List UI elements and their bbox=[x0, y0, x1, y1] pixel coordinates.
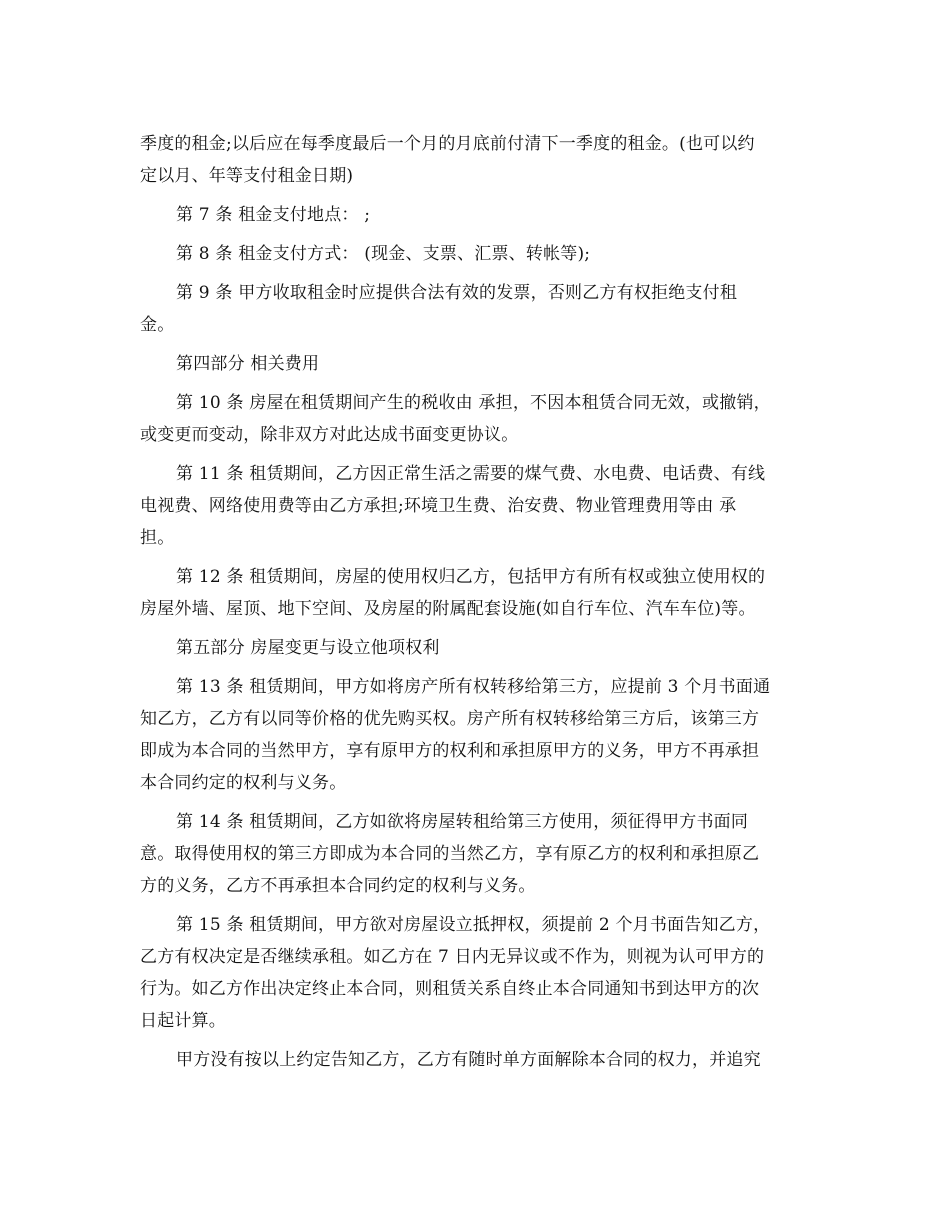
text-line: 第 15 条 租赁期间，甲方欲对房屋设立抵押权，须提前 2 个月书面告知乙方， bbox=[176, 915, 771, 935]
text-line: 季度的租金;以后应在每季度最后一个月的月底前付清下一季度的租金。(也可以约 bbox=[140, 134, 755, 154]
text-line: 意。取得使用权的第三方即成为本合同的当然乙方，享有原乙方的权利和承担原乙 bbox=[140, 844, 760, 864]
text-line: 第 11 条 租赁期间，乙方因正常生活之需要的煤气费、水电费、电话费、有线 bbox=[176, 464, 766, 484]
paragraph bbox=[140, 561, 812, 625]
text-line: 定以月、年等支付租金日期) bbox=[140, 166, 354, 186]
text-line: 第 9 条 甲方收取租金时应提供合法有效的发票，否则乙方有权拒绝支付租 bbox=[176, 283, 738, 303]
text-line: 方的义务，乙方不再承担本合同约定的权利与义务。 bbox=[140, 876, 536, 896]
text-line: 第 8 条 租金支付方式： (现金、支票、汇票、转帐等); bbox=[176, 244, 591, 264]
section-heading bbox=[140, 632, 812, 664]
text-line: 知乙方，乙方有以同等价格的优先购买权。房产所有权转移给第三方后，该第三方 bbox=[140, 709, 760, 729]
paragraph bbox=[140, 199, 812, 231]
text-line: 第 12 条 租赁期间，房屋的使用权归乙方，包括甲方有所有权或独立使用权的 bbox=[176, 567, 766, 587]
text-line: 第 14 条 租赁期间，乙方如欲将房屋转租给第三方使用，须征得甲方书面同 bbox=[176, 812, 749, 832]
text-line: 日起计算。 bbox=[140, 1011, 226, 1031]
section-heading bbox=[140, 348, 812, 380]
text-line: 即成为本合同的当然甲方，享有原甲方的权利和承担原甲方的义务，甲方不再承担 bbox=[140, 741, 760, 761]
text-line: 第 10 条 房屋在租赁期间产生的税收由 承担，不因本租赁合同无效，或撤销， bbox=[176, 393, 771, 413]
text-line: 甲方没有按以上约定告知乙方，乙方有随时单方面解除本合同的权力，并追究 bbox=[176, 1050, 761, 1070]
paragraph bbox=[140, 1044, 812, 1076]
text-line: 乙方有权决定是否继续承租。如乙方在 7 日内无异议或不作为，则视为认可甲方的 bbox=[140, 947, 765, 967]
text-line: 本合同约定的权利与义务。 bbox=[140, 773, 347, 793]
text-line: 担。 bbox=[140, 528, 175, 548]
paragraph bbox=[140, 458, 812, 554]
paragraph bbox=[140, 909, 812, 1037]
text-line: 第 7 条 租金支付地点： ; bbox=[176, 205, 371, 225]
paragraph bbox=[140, 806, 812, 902]
paragraph bbox=[140, 671, 812, 799]
paragraph bbox=[140, 387, 812, 451]
text-line: 金。 bbox=[140, 315, 175, 335]
document-body bbox=[140, 128, 812, 1076]
paragraph bbox=[140, 128, 812, 192]
paragraph bbox=[140, 277, 812, 341]
text-line: 房屋外墙、屋顶、地下空间、及房屋的附属配套设施(如自行车位、汽车车位)等。 bbox=[140, 599, 756, 619]
text-line: 或变更而变动，除非双方对此达成书面变更协议。 bbox=[140, 425, 519, 445]
text-line: 电视费、网络使用费等由乙方承担;环境卫生费、治安费、物业管理费用等由 承 bbox=[140, 496, 737, 516]
text-line: 行为。如乙方作出决定终止本合同，则租赁关系自终止本合同通知书到达甲方的次 bbox=[140, 979, 760, 999]
text-line: 第 13 条 租赁期间，甲方如将房产所有权转移给第三方，应提前 3 个月书面通 bbox=[176, 677, 771, 697]
text-line: 第四部分 相关费用 bbox=[176, 354, 320, 374]
text-line: 第五部分 房屋变更与设立他项权利 bbox=[176, 638, 440, 658]
paragraph bbox=[140, 238, 812, 270]
